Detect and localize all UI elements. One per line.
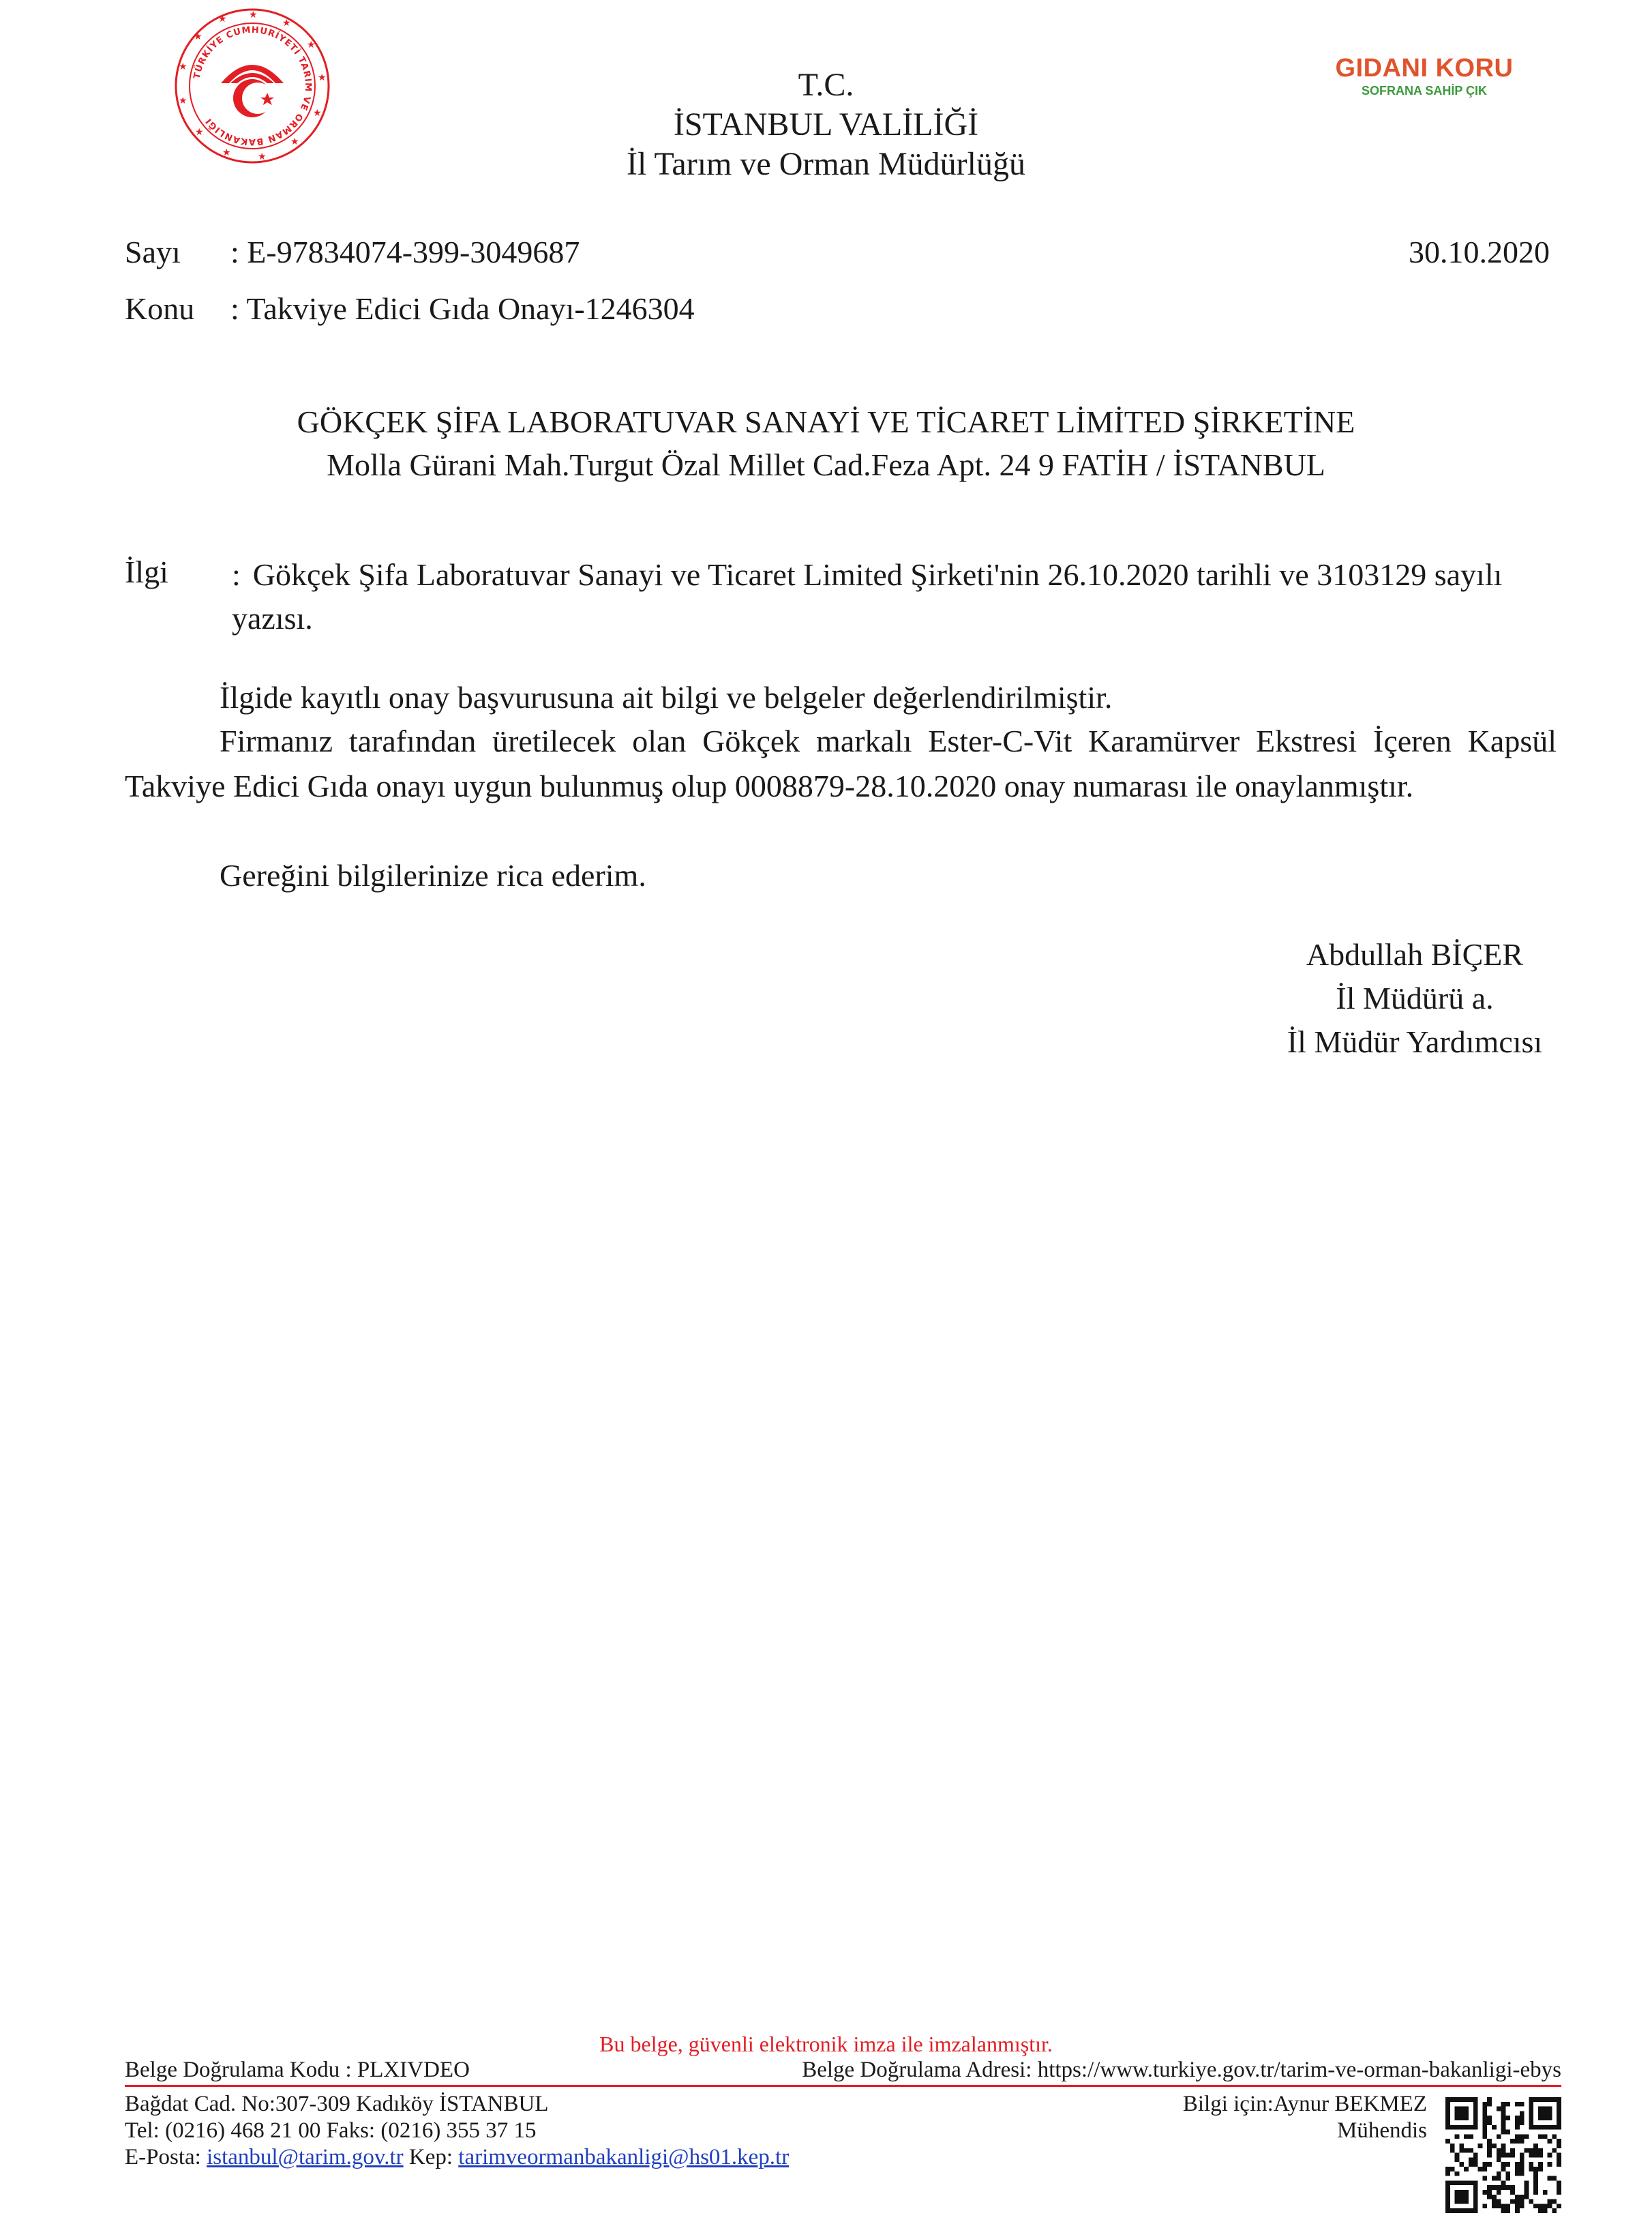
signer-name: Abdullah BİÇER xyxy=(1306,937,1524,972)
verification-address: Belge Doğrulama Adresi: https://www.turkiye.gov.tr/tarim-ve-orman-bakanligi-ebys xyxy=(802,2058,1561,2082)
svg-text:★: ★ xyxy=(313,108,322,119)
svg-text:★: ★ xyxy=(218,14,227,25)
footer-phone: Tel: (0216) 468 21 00 Faks: (0216) 355 37 15 xyxy=(125,2118,537,2143)
svg-text:★: ★ xyxy=(290,136,299,147)
esign-notice: Bu belge, güvenli elektronik imza ile imzalanmıştır. xyxy=(599,2032,1053,2056)
gidani-koru-logo xyxy=(1325,53,1523,108)
svg-text:★: ★ xyxy=(258,151,267,162)
svg-text:★: ★ xyxy=(194,31,202,42)
footer-address: Bağdat Cad. No:307-309 Kadıköy İSTANBUL xyxy=(125,2092,549,2116)
email-label: E-Posta: xyxy=(125,2145,207,2169)
logo-main-text: GIDANI KORU xyxy=(1335,54,1514,83)
header-governorship: İSTANBUL VALİLİĞİ xyxy=(673,106,979,143)
email-link[interactable]: istanbul@tarim.gov.tr xyxy=(207,2145,404,2169)
svg-text:★: ★ xyxy=(307,40,316,50)
footer-info-role: Mühendis xyxy=(1337,2118,1427,2143)
svg-text:★: ★ xyxy=(179,95,187,106)
ilgi-label: İlgi xyxy=(125,554,168,589)
logo-sub-text: SOFRANA SAHİP ÇIK xyxy=(1361,84,1488,98)
svg-text:★: ★ xyxy=(179,61,187,72)
signer-title-2: İl Müdür Yardımcısı xyxy=(1287,1024,1543,1059)
body-paragraph-3: Gereğini bilgilerinize rica ederim. xyxy=(220,858,646,893)
body-paragraph-2: Firmanız tarafından üretilecek olan Gökçek markalı Ester-C-Vit Karamürver Ekstresi İçeren Kapsül Takviye Edici Gıda onayı uygun bulunmuş olup 0008879-28.10.2020 onay numarası ile onaylanmıştır. xyxy=(125,724,1557,803)
seal-text: TÜRKİYE CUMHURİYETİ TARIM VE ORMAN BAKANLIĞI xyxy=(192,25,314,147)
recipient-address: Molla Gürani Mah.Turgut Özal Millet Cad.Feza Apt. 24 9 FATİH / İSTANBUL xyxy=(327,447,1325,482)
svg-text:★: ★ xyxy=(195,127,204,138)
svg-text:★: ★ xyxy=(249,10,258,20)
footer-divider xyxy=(125,2085,1561,2087)
signer-title-1: İl Müdürü a. xyxy=(1336,981,1494,1015)
kep-link[interactable]: tarimveormanbakanligi@hs01.kep.tr xyxy=(458,2145,790,2169)
recipient-name: GÖKÇEK ŞİFA LABORATUVAR SANAYİ VE TİCARET LİMİTED ŞİRKETİNE xyxy=(297,404,1355,439)
ilgi-colon: : xyxy=(232,557,241,592)
ilgi-text: Gökçek Şifa Laboratuvar Sanayi ve Ticaret Limited Şirketi'nin 26.10.2020 tarihli ve 3103129 sayılı yazısı. xyxy=(232,557,1503,636)
sayi-label: Sayı xyxy=(125,235,181,269)
konu-label: Konu xyxy=(125,291,195,326)
header-tc: T.C. xyxy=(798,67,854,103)
header-directorate: İl Tarım ve Orman Müdürlüğü xyxy=(627,146,1025,182)
svg-text:★: ★ xyxy=(222,147,231,158)
konu-value: : Takviye Edici Gıda Onayı-1246304 xyxy=(230,291,695,326)
sayi-value: : E-97834074-399-3049687 xyxy=(230,235,580,269)
ilgi-reference xyxy=(232,553,1548,640)
document-date: 30.10.2020 xyxy=(1409,235,1550,269)
svg-text:★: ★ xyxy=(282,18,291,29)
verification-code: Belge Doğrulama Kodu : PLXIVDEO xyxy=(125,2058,470,2082)
footer-info-contact: Bilgi için:Aynur BEKMEZ xyxy=(1182,2092,1427,2116)
svg-text:★: ★ xyxy=(318,72,327,83)
body-paragraph-1: İlgide kayıtlı onay başvurusuna ait bilgi ve belgeler değerlendirilmiştir. xyxy=(220,680,1113,715)
kep-label: Kep: xyxy=(403,2145,459,2169)
footer-contact xyxy=(125,2144,789,2171)
qr-code-icon xyxy=(1445,2097,1561,2213)
